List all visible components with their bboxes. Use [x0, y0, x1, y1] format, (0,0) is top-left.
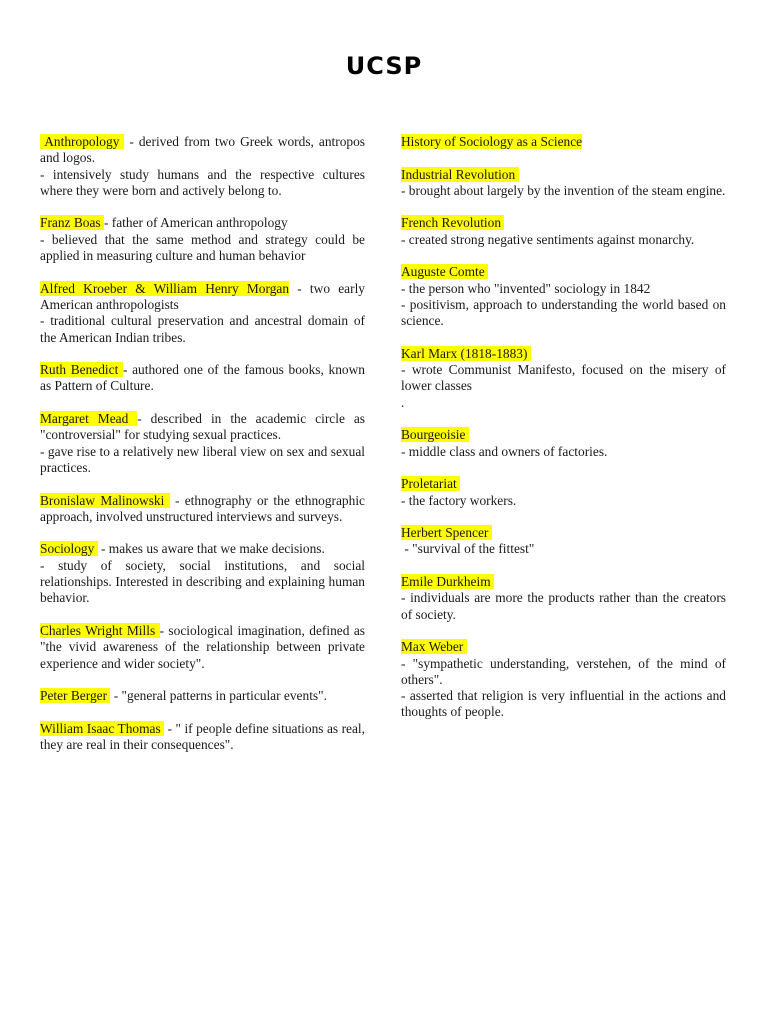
- definition-line: - "sympathetic understanding, verstehen, of the mind of others".: [401, 655, 726, 687]
- definition-line: - intensively study humans and the respective cultures where they were born and actively belong to.: [40, 166, 365, 198]
- highlighted-term: Herbert Spencer: [401, 525, 492, 541]
- entry-heading: [40, 541, 365, 557]
- glossary-entry: [40, 623, 365, 672]
- glossary-entry: [401, 264, 726, 329]
- entry-heading: [401, 525, 726, 541]
- definition-line: - created strong negative sentiments against monarchy.: [401, 231, 695, 247]
- entry-heading: [401, 215, 726, 231]
- entry-heading: [40, 281, 365, 314]
- highlighted-term: French Revolution: [401, 215, 505, 231]
- definition-line: - brought about largely by the invention of the steam engine.: [401, 182, 726, 198]
- highlighted-term: Auguste Comte: [401, 264, 489, 280]
- highlighted-term: Anthropology: [40, 134, 125, 149]
- entry-heading: [40, 411, 365, 444]
- glossary-entry: [401, 215, 726, 248]
- entry-heading: [401, 346, 726, 362]
- glossary-entry: [40, 493, 365, 526]
- entry-heading: [40, 688, 365, 704]
- term-definition: - derived from two Greek words, antropos and logos.: [40, 134, 365, 166]
- highlighted-term: Bronislaw Malinowski: [40, 492, 170, 508]
- highlighted-term: Ruth Benedict: [40, 362, 123, 378]
- entry-heading: [401, 427, 726, 443]
- entry-heading: [401, 264, 726, 280]
- highlighted-term: Bourgeoisie: [401, 427, 469, 443]
- definition-line: - study of society, social institutions, and social relationships. Interested in describing and explaining human behavior.: [40, 557, 365, 606]
- glossary-entry: [40, 134, 365, 199]
- definition-line: - traditional cultural preservation and ancestral domain of the American Indian tribes.: [40, 313, 365, 345]
- glossary-entry: [401, 525, 726, 558]
- glossary-entry: [40, 362, 365, 395]
- term-definition: - authored one of the famous books, known as Pattern of Culture.: [40, 362, 365, 394]
- entry-heading: [401, 639, 726, 655]
- glossary-entry: [40, 541, 365, 606]
- term-definition: - two early American anthropologists: [40, 280, 365, 312]
- highlighted-term: Peter Berger: [40, 688, 111, 704]
- entry-heading: [40, 215, 365, 231]
- definition-line: - believed that the same method and strategy could be applied in measuring culture and human behavior: [40, 231, 365, 264]
- term-definition: - described in the academic circle as "controversial" for studying sexual practices.: [40, 411, 366, 443]
- highlighted-term: Sociology: [40, 541, 98, 557]
- definition-line: - the factory workers.: [401, 492, 517, 508]
- entry-heading: [40, 493, 365, 526]
- glossary-entry: [401, 574, 726, 623]
- entry-heading: [40, 721, 365, 754]
- definition-line: - gave rise to a relatively new liberal view on sex and sexual practices.: [40, 443, 365, 475]
- glossary-entry: [401, 639, 726, 720]
- definition-line: - individuals are more the products rather than the creators of society.: [401, 590, 726, 622]
- term-definition: - ethnography or the ethnographic approach, involved unstructured interviews and surveys.: [40, 492, 365, 524]
- definition-line: - "survival of the fittest": [401, 541, 535, 557]
- highlighted-term: Proletariat: [401, 476, 461, 492]
- glossary-entry: [40, 721, 365, 754]
- right-column: [401, 134, 726, 737]
- glossary-entry: [401, 427, 726, 460]
- glossary-entry: [40, 215, 365, 264]
- term-definition: - sociological imagination, defined as "the vivid awareness of the relationship between private experience and wider society".: [40, 622, 365, 671]
- highlighted-term: Margaret Mead: [40, 411, 138, 427]
- highlighted-term: History of Sociology as a Science: [401, 134, 583, 149]
- term-definition: - father of American anthropology: [103, 215, 288, 231]
- highlighted-term: Charles Wright Mills: [40, 622, 160, 638]
- definition-line: - middle class and owners of factories.: [401, 443, 608, 459]
- term-definition: - " if people define situations as real, they are real in their consequences".: [40, 720, 365, 752]
- page-title: UCSP: [345, 52, 423, 80]
- term-definition: - "general patterns in particular events".: [110, 688, 327, 704]
- glossary-entry: [401, 346, 726, 411]
- highlighted-term: Karl Marx (1818-1883): [401, 345, 531, 361]
- highlighted-term: Emile Durkheim: [401, 574, 494, 590]
- glossary-entry: [40, 411, 365, 476]
- term-definition: - makes us aware that we make decisions.: [97, 541, 325, 557]
- glossary-entry: [401, 134, 726, 150]
- entry-heading: [401, 476, 726, 492]
- entry-heading: [40, 362, 365, 395]
- glossary-entry: [401, 167, 726, 200]
- definition-line: - wrote Communist Manifesto, focused on the misery of lower classes: [401, 362, 726, 394]
- entry-heading: [40, 134, 365, 167]
- highlighted-term: William Isaac Thomas: [40, 720, 165, 736]
- glossary-entry: [40, 281, 365, 346]
- entry-heading: [401, 134, 726, 150]
- entry-heading: [401, 574, 726, 590]
- glossary-entry: [401, 476, 726, 509]
- definition-line: .: [401, 394, 405, 410]
- highlighted-term: Industrial Revolution: [401, 166, 519, 182]
- definition-line: - positivism, approach to understanding the world based on science.: [401, 296, 726, 329]
- definition-line: - the person who "invented" sociology in 1842: [401, 280, 651, 296]
- highlighted-term: Franz Boas: [40, 215, 104, 231]
- glossary-entry: [40, 688, 365, 704]
- definition-line: - asserted that religion is very influential in the actions and thoughts of people.: [401, 688, 726, 720]
- highlighted-term: Max Weber: [401, 639, 467, 655]
- highlighted-term: Alfred Kroeber & William Henry Morgan: [40, 280, 290, 296]
- entry-heading: [40, 623, 365, 672]
- entry-heading: [401, 167, 726, 183]
- left-column: [40, 134, 365, 770]
